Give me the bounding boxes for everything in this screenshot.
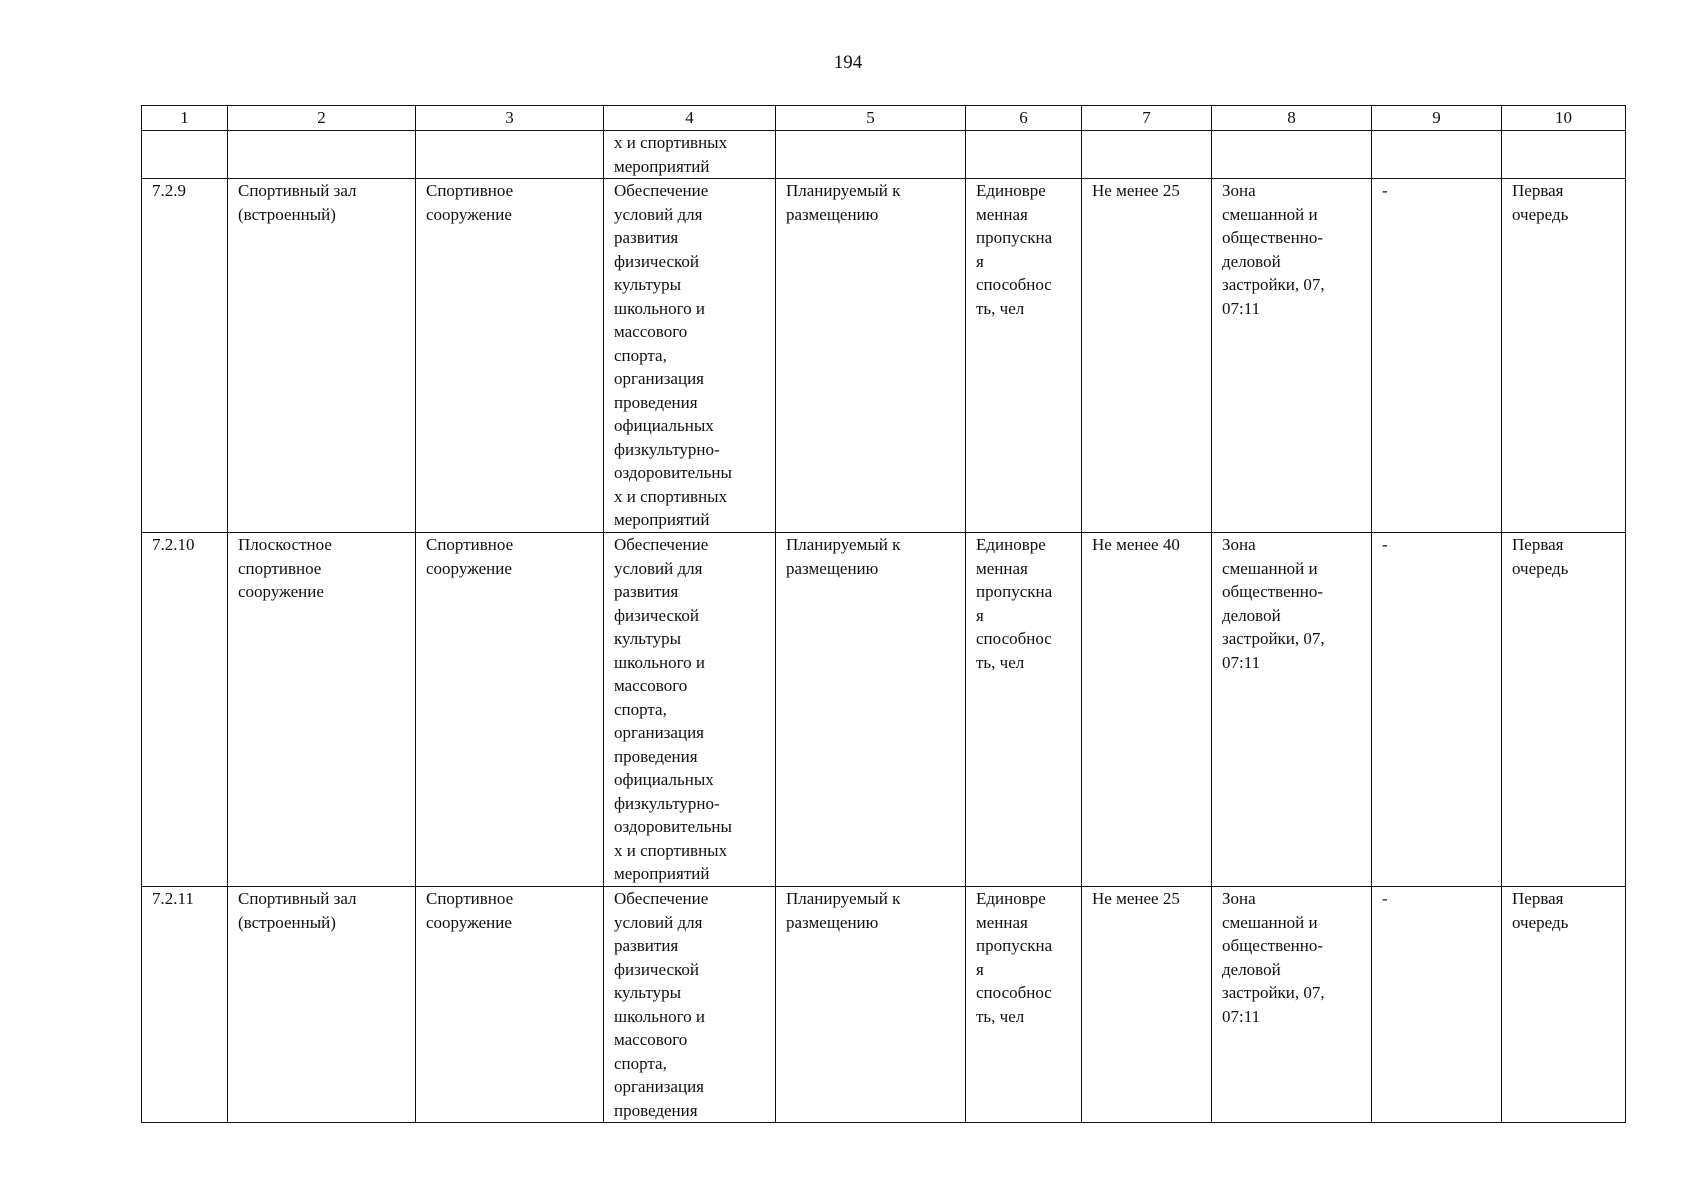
status-cell: Планируемый к размещению [776,179,966,533]
object-name-cell: Спортивный зал (встроенный) [228,179,416,533]
table-row [142,887,1626,1123]
planning-table [141,105,1626,1123]
table-cell [228,131,416,179]
row-number-cell: 7.2.9 [142,179,228,533]
header-cell: 10 [1502,106,1626,131]
table-cell: х и спортивных мероприятий [604,131,776,179]
header-cell: 7 [1082,106,1212,131]
zone-cell: Зона смешанной и общественно- деловой застройки, 07, 07:11 [1212,179,1372,533]
header-cell: 3 [416,106,604,131]
characteristic-cell: Единовре менная пропускна я способнос ть, чел [966,179,1082,533]
table-row [142,533,1626,887]
value-cell: Не менее 25 [1082,887,1212,1123]
object-name-cell: Спортивный зал (встроенный) [228,887,416,1123]
purpose-cell: Обеспечение условий для развития физической культуры школьного и массового спорта, организация проведения [604,887,776,1123]
stage-cell: Первая очередь [1502,179,1626,533]
header-cell: 9 [1372,106,1502,131]
table-cell [416,131,604,179]
zone-cell: Зона смешанной и общественно- деловой застройки, 07, 07:11 [1212,533,1372,887]
table-row [142,179,1626,533]
header-cell: 8 [1212,106,1372,131]
dash-cell: - [1372,533,1502,887]
table-cell [776,131,966,179]
table-cell [1082,131,1212,179]
page-number: 194 [833,52,863,73]
purpose-cell: Обеспечение условий для развития физической культуры школьного и массового спорта, организация проведения официальных физкультурно- оздоровительны х и спортивных мероприятий [604,533,776,887]
row-number-cell: 7.2.10 [142,533,228,887]
status-cell: Планируемый к размещению [776,533,966,887]
value-cell: Не менее 40 [1082,533,1212,887]
purpose-cell: Обеспечение условий для развития физической культуры школьного и массового спорта, организация проведения официальных физкультурно- оздоровительны х и спортивных мероприятий [604,179,776,533]
header-cell: 5 [776,106,966,131]
dash-cell: - [1372,887,1502,1123]
header-cell: 4 [604,106,776,131]
dash-cell: - [1372,179,1502,533]
header-cell: 2 [228,106,416,131]
table-cell [1212,131,1372,179]
column-number-row [142,106,1626,131]
table-cell [142,131,228,179]
object-type-cell: Спортивное сооружение [416,179,604,533]
characteristic-cell: Единовре менная пропускна я способнос ть, чел [966,533,1082,887]
table-cell [1372,131,1502,179]
header-cell: 6 [966,106,1082,131]
object-type-cell: Спортивное сооружение [416,533,604,887]
object-type-cell: Спортивное сооружение [416,887,604,1123]
value-cell: Не менее 25 [1082,179,1212,533]
status-cell: Планируемый к размещению [776,887,966,1123]
zone-cell: Зона смешанной и общественно- деловой застройки, 07, 07:11 [1212,887,1372,1123]
characteristic-cell: Единовре менная пропускна я способнос ть, чел [966,887,1082,1123]
object-name-cell: Плоскостное спортивное сооружение [228,533,416,887]
stage-cell: Первая очередь [1502,533,1626,887]
table-cell [1502,131,1626,179]
stage-cell: Первая очередь [1502,887,1626,1123]
row-number-cell: 7.2.11 [142,887,228,1123]
table-cell [966,131,1082,179]
continuation-row [142,131,1626,179]
header-cell: 1 [142,106,228,131]
